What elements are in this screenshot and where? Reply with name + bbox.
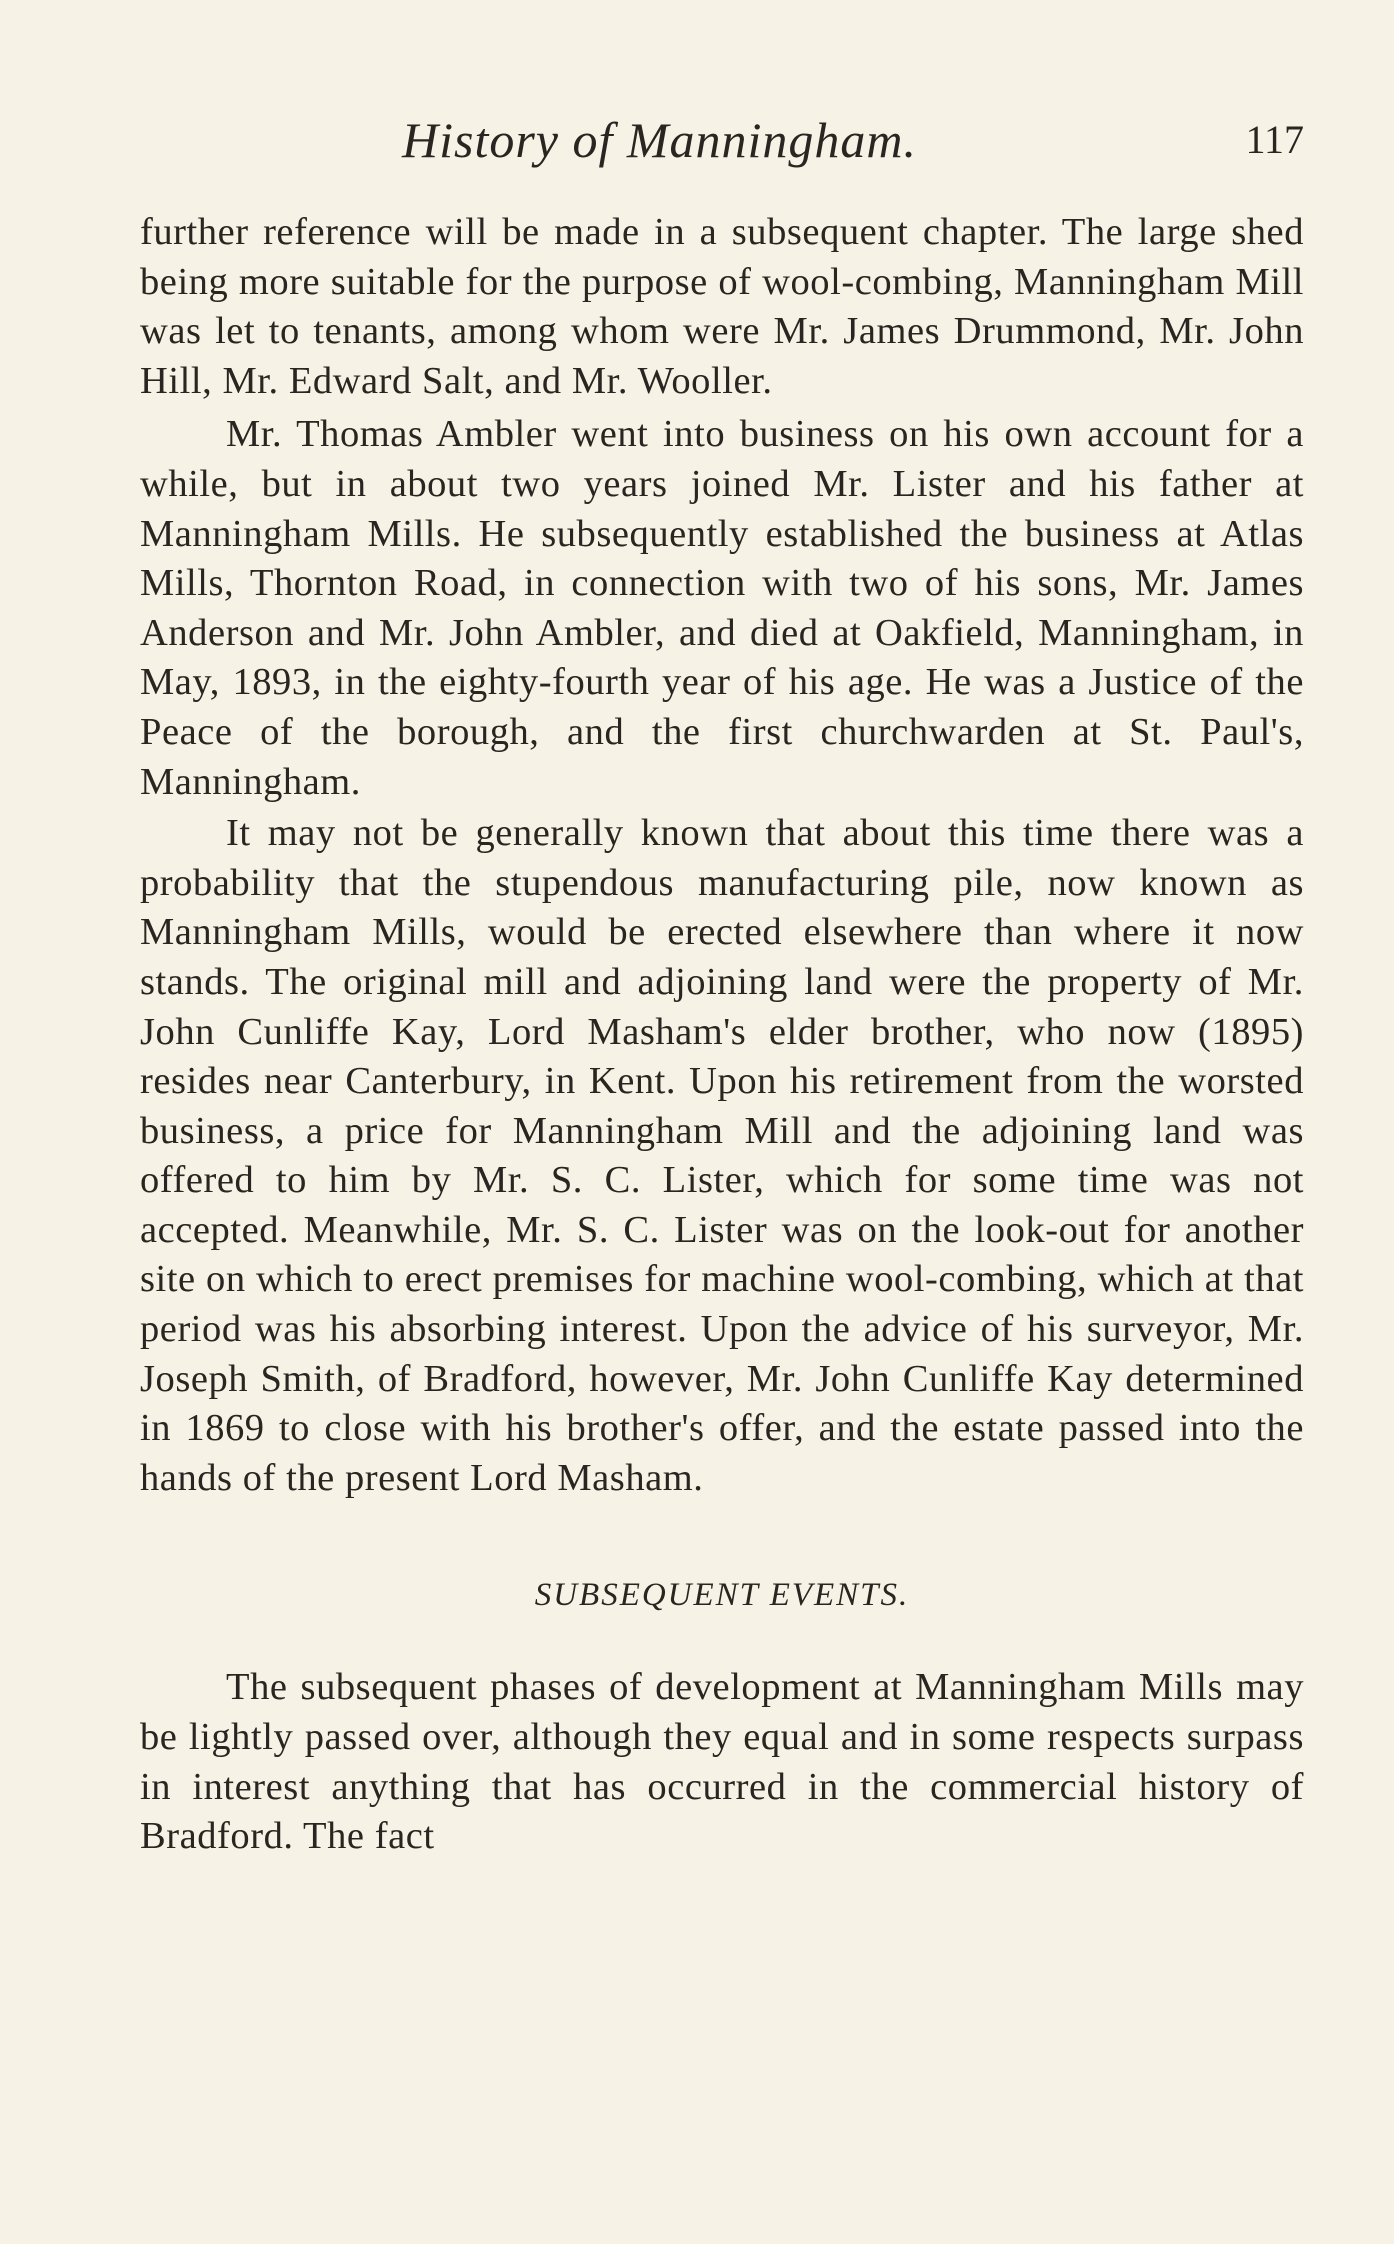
paragraph-continuation: further reference will be made in a subsequent chapter. The large shed being more suitable for the purpose of wool-combing, Manningham Mill was let to tenants, among whom were Mr. James Drummond, Mr. John Hill, Mr. Edward Salt, and Mr. Wooller. (140, 211, 1304, 402)
paragraph-thomas-ambler: Mr. Thomas Ambler went into business on his own account for a while, but in about two years joined Mr. Lister and his father at Manningham Mills. He subsequently established the business at Atlas Mills, Thornton Road, in connection with two of his sons, Mr. James Anderson and Mr. John Ambler, and died at Oakfield, Manningham, in May, 1893, in the eighty-fourth year of his age. He was a Justice of the Peace of the borough, and the first churchwarden at St. Paul's, Manningham. (140, 413, 1304, 803)
body-text (140, 208, 1304, 1862)
page-number: 117 (1245, 117, 1304, 162)
running-title: History of Manningham. (402, 112, 918, 168)
page-header (140, 108, 1304, 172)
paragraph-mill-site: It may not be generally known that about this time there was a probability that the stupendous manufacturing pile, now known as Manningham Mills, would be erected elsewhere than where it now stands. The original mill and adjoining land were the property of Mr. John Cunliffe Kay, Lord Masham's elder brother, who now (1895) resides near Canterbury, in Kent. Upon his retirement from the worsted business, a price for Manningham Mill and the adjoining land was offered to him by Mr. S. C. Lister, which for some time was not accepted. Meanwhile, Mr. S. C. Lister was on the look-out for another site on which to erect premises for machine wool-combing, which at that period was his absorbing interest. Upon the advice of his surveyor, Mr. Joseph Smith, of Bradford, however, Mr. John Cunliffe Kay determined in 1869 to close with his brother's offer, and the estate passed into the hands of the present Lord Masham. (140, 812, 1304, 1499)
section-heading: SUBSEQUENT EVENTS. (534, 1577, 910, 1614)
paragraph-subsequent-events: The subsequent phases of development at Manningham Mills may be lightly passed over, although they equal and in some respects surpass in interest anything that has occurred in the commercial history of Bradford. The fact (140, 1666, 1304, 1858)
